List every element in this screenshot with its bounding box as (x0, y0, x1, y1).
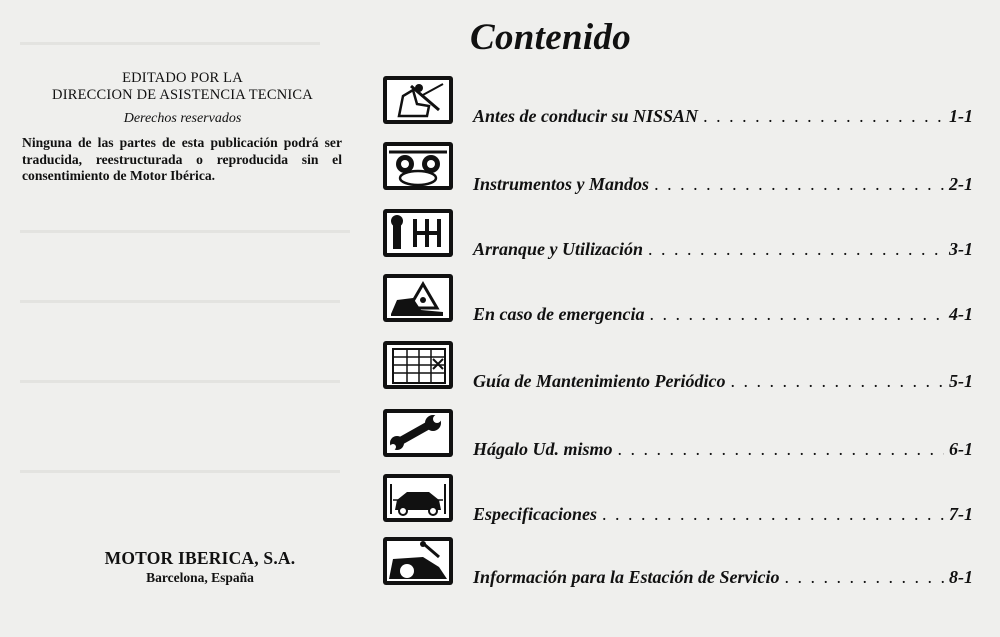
wrench-icon (383, 409, 453, 457)
service-station-icon (383, 537, 453, 585)
toc-row[interactable] (383, 209, 973, 271)
toc-page: 4-1 (949, 304, 973, 324)
toc-entry (473, 439, 973, 460)
warning-triangle-icon (383, 274, 453, 322)
toc-entry (473, 304, 973, 325)
toc-label: En caso de emergencia (473, 304, 645, 324)
company-name: MOTOR IBERICA, S.A. (104, 548, 296, 568)
background-texture (20, 380, 340, 383)
toc-entry (473, 504, 973, 525)
toc-row[interactable] (383, 76, 973, 138)
toc-row[interactable] (383, 537, 973, 599)
toc-row[interactable] (383, 142, 973, 204)
toc-row[interactable] (383, 474, 973, 536)
toc-entry (473, 567, 973, 588)
toc-label: Hágalo Ud. mismo (473, 439, 613, 459)
toc-label: Instrumentos y Mandos (473, 174, 650, 194)
toc-entry (473, 174, 973, 195)
maintenance-chart-icon (383, 341, 453, 389)
publisher-line-2: DIRECCION DE ASISTENCIA TECNICA (52, 87, 313, 103)
toc-leader (731, 371, 944, 392)
key-gearshift-icon (383, 209, 453, 257)
toc-leader (654, 174, 944, 195)
background-texture (20, 470, 340, 473)
publisher-block (0, 70, 365, 185)
toc-row[interactable] (383, 274, 973, 336)
page-title: Contenido (470, 17, 632, 58)
background-texture (20, 300, 340, 303)
toc-leader (703, 106, 944, 127)
toc-leader (618, 439, 944, 460)
toc-page: 8-1 (949, 567, 973, 587)
toc-label: Información para la Estación de Servicio (473, 567, 780, 587)
publisher-line-1: EDITADO POR LA (122, 70, 243, 86)
toc-leader (602, 504, 944, 525)
company-city: Barcelona, España (146, 570, 254, 585)
toc-label: Arranque y Utilización (473, 239, 644, 259)
instrument-panel-icon (383, 142, 453, 190)
toc-row[interactable] (383, 409, 973, 471)
background-texture (20, 230, 350, 233)
toc-leader (785, 567, 944, 588)
toc-row[interactable] (383, 341, 973, 403)
copyright-notice: Ninguna de las partes de esta publicación podrá ser traducida, reestructurada o reproducida sin el consentimiento de Motor Ibérica. (22, 135, 342, 183)
toc-leader (649, 304, 944, 325)
toc-page: 1-1 (949, 106, 973, 126)
toc-entry (473, 106, 973, 127)
toc-page: 5-1 (949, 371, 973, 391)
toc-label: Guía de Mantenimiento Periódico (473, 371, 726, 391)
toc-page: 6-1 (949, 439, 973, 459)
company-block (0, 548, 400, 586)
toc-entry (473, 239, 973, 260)
background-texture (20, 42, 320, 45)
toc-leader (648, 239, 944, 260)
rights-notice: Derechos reservados (123, 111, 242, 126)
toc-page: 2-1 (949, 174, 973, 194)
toc-label: Antes de conducir su NISSAN (473, 106, 699, 126)
toc-entry (473, 371, 973, 392)
car-dimensions-icon (383, 474, 453, 522)
toc-page: 3-1 (949, 239, 973, 259)
seatbelt-icon (383, 76, 453, 124)
toc-page: 7-1 (949, 504, 973, 524)
toc-label: Especificaciones (473, 504, 597, 524)
